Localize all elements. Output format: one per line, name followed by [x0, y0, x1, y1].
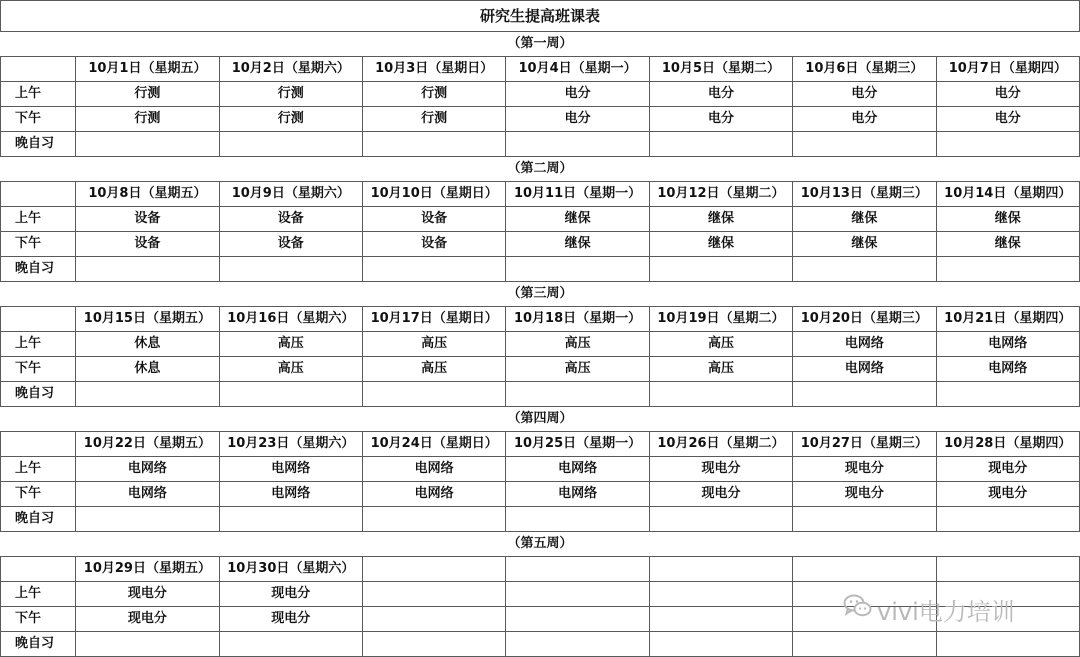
row-label: 上午	[1, 332, 76, 357]
evening-cell	[936, 507, 1079, 532]
date-cell: 10月15日（星期五）	[76, 307, 219, 332]
evening-cell	[219, 382, 362, 407]
date-cell	[793, 557, 936, 582]
pm-cell: 继保	[936, 232, 1079, 257]
pm-cell: 电分	[506, 107, 649, 132]
pm-cell: 现电分	[793, 482, 936, 507]
pm-cell: 电分	[793, 107, 936, 132]
evening-cell	[936, 257, 1079, 282]
pm-cell: 现电分	[936, 482, 1079, 507]
am-cell	[936, 582, 1079, 607]
am-cell: 设备	[76, 207, 219, 232]
date-cell: 10月17日（星期日）	[362, 307, 505, 332]
am-cell	[793, 582, 936, 607]
pm-cell: 设备	[219, 232, 362, 257]
pm-cell: 高压	[506, 357, 649, 382]
week-header-row	[1, 157, 1080, 182]
date-cell: 10月2日（星期六）	[219, 57, 362, 82]
am-cell: 电分	[649, 82, 792, 107]
pm-cell: 高压	[362, 357, 505, 382]
evening-cell	[76, 257, 219, 282]
date-cell: 10月6日（星期三）	[793, 57, 936, 82]
am-cell: 行测	[219, 82, 362, 107]
am-cell: 电网络	[76, 457, 219, 482]
am-cell: 电分	[506, 82, 649, 107]
date-row	[1, 557, 1080, 582]
date-cell: 10月11日（星期一）	[506, 182, 649, 207]
pm-cell	[793, 607, 936, 632]
pm-cell	[506, 607, 649, 632]
am-cell: 电分	[936, 82, 1079, 107]
date-cell: 10月9日（星期六）	[219, 182, 362, 207]
evening-cell	[219, 132, 362, 157]
pm-row	[1, 607, 1080, 632]
am-cell: 电网络	[362, 457, 505, 482]
pm-cell: 高压	[219, 357, 362, 382]
am-cell: 设备	[362, 207, 505, 232]
pm-cell	[649, 607, 792, 632]
am-cell: 现电分	[219, 582, 362, 607]
evening-cell	[649, 132, 792, 157]
am-cell: 高压	[506, 332, 649, 357]
row-label: 下午	[1, 357, 76, 382]
evening-row	[1, 632, 1080, 657]
evening-cell	[362, 132, 505, 157]
pm-cell: 电分	[649, 107, 792, 132]
evening-cell	[219, 507, 362, 532]
am-cell: 高压	[649, 332, 792, 357]
row-label: 上午	[1, 582, 76, 607]
evening-row	[1, 257, 1080, 282]
week-header-row	[1, 407, 1080, 432]
week-label: （第一周）	[1, 32, 1080, 57]
evening-cell	[506, 507, 649, 532]
am-cell: 电分	[793, 82, 936, 107]
evening-cell	[793, 257, 936, 282]
evening-cell	[362, 507, 505, 532]
row-label: 晚自习	[1, 632, 76, 657]
pm-cell: 电分	[936, 107, 1079, 132]
evening-cell	[219, 257, 362, 282]
evening-cell	[936, 132, 1079, 157]
week-label: （第二周）	[1, 157, 1080, 182]
evening-cell	[362, 382, 505, 407]
evening-cell	[219, 632, 362, 657]
evening-cell	[936, 382, 1079, 407]
date-cell: 10月26日（星期二）	[649, 432, 792, 457]
row-label: 晚自习	[1, 507, 76, 532]
date-cell: 10月20日（星期三）	[793, 307, 936, 332]
date-cell: 10月30日（星期六）	[219, 557, 362, 582]
am-cell: 现电分	[793, 457, 936, 482]
evening-cell	[649, 257, 792, 282]
date-cell: 10月25日（星期一）	[506, 432, 649, 457]
evening-cell	[362, 632, 505, 657]
date-cell	[506, 557, 649, 582]
date-cell: 10月8日（星期五）	[76, 182, 219, 207]
row-label: 上午	[1, 457, 76, 482]
am-row	[1, 582, 1080, 607]
pm-cell	[936, 607, 1079, 632]
am-cell: 继保	[506, 207, 649, 232]
pm-cell: 行测	[76, 107, 219, 132]
am-cell: 电网络	[506, 457, 649, 482]
am-cell: 现电分	[76, 582, 219, 607]
date-cell: 10月1日（星期五）	[76, 57, 219, 82]
pm-row	[1, 232, 1080, 257]
evening-cell	[76, 507, 219, 532]
evening-row	[1, 382, 1080, 407]
row-label: 上午	[1, 82, 76, 107]
am-cell: 行测	[76, 82, 219, 107]
evening-cell	[506, 382, 649, 407]
corner-cell	[1, 307, 76, 332]
date-row	[1, 432, 1080, 457]
evening-cell	[793, 507, 936, 532]
date-cell	[936, 557, 1079, 582]
am-cell: 继保	[793, 207, 936, 232]
week-label: （第五周）	[1, 532, 1080, 557]
pm-cell: 行测	[219, 107, 362, 132]
evening-cell	[362, 257, 505, 282]
pm-cell: 继保	[649, 232, 792, 257]
date-cell: 10月24日（星期日）	[362, 432, 505, 457]
pm-cell: 继保	[506, 232, 649, 257]
evening-cell	[649, 507, 792, 532]
date-cell: 10月4日（星期一）	[506, 57, 649, 82]
am-cell: 继保	[936, 207, 1079, 232]
evening-cell	[793, 132, 936, 157]
date-cell: 10月5日（星期二）	[649, 57, 792, 82]
row-label: 下午	[1, 607, 76, 632]
pm-cell: 设备	[76, 232, 219, 257]
am-cell: 高压	[219, 332, 362, 357]
am-row	[1, 332, 1080, 357]
pm-cell: 设备	[362, 232, 505, 257]
corner-cell	[1, 432, 76, 457]
am-cell: 继保	[649, 207, 792, 232]
am-cell	[362, 582, 505, 607]
pm-cell: 现电分	[76, 607, 219, 632]
pm-cell: 现电分	[649, 482, 792, 507]
evening-cell	[506, 132, 649, 157]
date-cell: 10月12日（星期二）	[649, 182, 792, 207]
pm-cell: 电网络	[219, 482, 362, 507]
pm-cell: 电网络	[76, 482, 219, 507]
date-cell: 10月18日（星期一）	[506, 307, 649, 332]
am-row	[1, 82, 1080, 107]
evening-cell	[76, 132, 219, 157]
evening-cell	[76, 632, 219, 657]
pm-row	[1, 107, 1080, 132]
evening-cell	[793, 382, 936, 407]
week-label: （第四周）	[1, 407, 1080, 432]
evening-cell	[649, 632, 792, 657]
date-cell: 10月14日（星期四）	[936, 182, 1079, 207]
am-cell: 现电分	[649, 457, 792, 482]
date-cell: 10月16日（星期六）	[219, 307, 362, 332]
pm-cell: 现电分	[219, 607, 362, 632]
evening-cell	[76, 382, 219, 407]
am-cell: 行测	[362, 82, 505, 107]
date-cell: 10月19日（星期二）	[649, 307, 792, 332]
date-row	[1, 57, 1080, 82]
corner-cell	[1, 182, 76, 207]
am-cell: 电网络	[219, 457, 362, 482]
week-header-row	[1, 32, 1080, 57]
week-header-row	[1, 532, 1080, 557]
date-row	[1, 182, 1080, 207]
pm-cell: 电网络	[362, 482, 505, 507]
am-row	[1, 457, 1080, 482]
date-cell: 10月21日（星期四）	[936, 307, 1079, 332]
schedule-title: 研究生提高班课表	[1, 1, 1080, 32]
am-cell: 电网络	[936, 332, 1079, 357]
week-label: （第三周）	[1, 282, 1080, 307]
evening-cell	[793, 632, 936, 657]
am-cell: 高压	[362, 332, 505, 357]
date-cell: 10月13日（星期三）	[793, 182, 936, 207]
evening-row	[1, 132, 1080, 157]
evening-cell	[649, 382, 792, 407]
pm-cell: 电网络	[793, 357, 936, 382]
pm-cell: 电网络	[936, 357, 1079, 382]
evening-cell	[506, 632, 649, 657]
pm-cell: 行测	[362, 107, 505, 132]
am-cell: 电网络	[793, 332, 936, 357]
date-row	[1, 307, 1080, 332]
date-cell: 10月27日（星期三）	[793, 432, 936, 457]
date-cell: 10月10日（星期日）	[362, 182, 505, 207]
am-cell	[649, 582, 792, 607]
pm-cell: 继保	[793, 232, 936, 257]
pm-cell	[362, 607, 505, 632]
title-row	[1, 1, 1080, 32]
pm-row	[1, 482, 1080, 507]
date-cell: 10月22日（星期五）	[76, 432, 219, 457]
pm-cell: 高压	[649, 357, 792, 382]
date-cell: 10月28日（星期四）	[936, 432, 1079, 457]
row-label: 晚自习	[1, 257, 76, 282]
am-cell: 设备	[219, 207, 362, 232]
pm-cell: 电网络	[506, 482, 649, 507]
watermark-text: vivi电力培训	[877, 597, 1015, 626]
row-label: 下午	[1, 232, 76, 257]
am-cell	[506, 582, 649, 607]
evening-cell	[936, 632, 1079, 657]
date-cell: 10月3日（星期日）	[362, 57, 505, 82]
row-label: 上午	[1, 207, 76, 232]
date-cell: 10月23日（星期六）	[219, 432, 362, 457]
date-cell: 10月29日（星期五）	[76, 557, 219, 582]
date-cell	[649, 557, 792, 582]
evening-row	[1, 507, 1080, 532]
date-cell	[362, 557, 505, 582]
am-cell: 休息	[76, 332, 219, 357]
row-label: 下午	[1, 482, 76, 507]
am-cell: 现电分	[936, 457, 1079, 482]
pm-cell: 休息	[76, 357, 219, 382]
row-label: 下午	[1, 107, 76, 132]
week-header-row	[1, 282, 1080, 307]
date-cell: 10月7日（星期四）	[936, 57, 1079, 82]
pm-row	[1, 357, 1080, 382]
am-row	[1, 207, 1080, 232]
corner-cell	[1, 57, 76, 82]
row-label: 晚自习	[1, 382, 76, 407]
corner-cell	[1, 557, 76, 582]
row-label: 晚自习	[1, 132, 76, 157]
evening-cell	[506, 257, 649, 282]
